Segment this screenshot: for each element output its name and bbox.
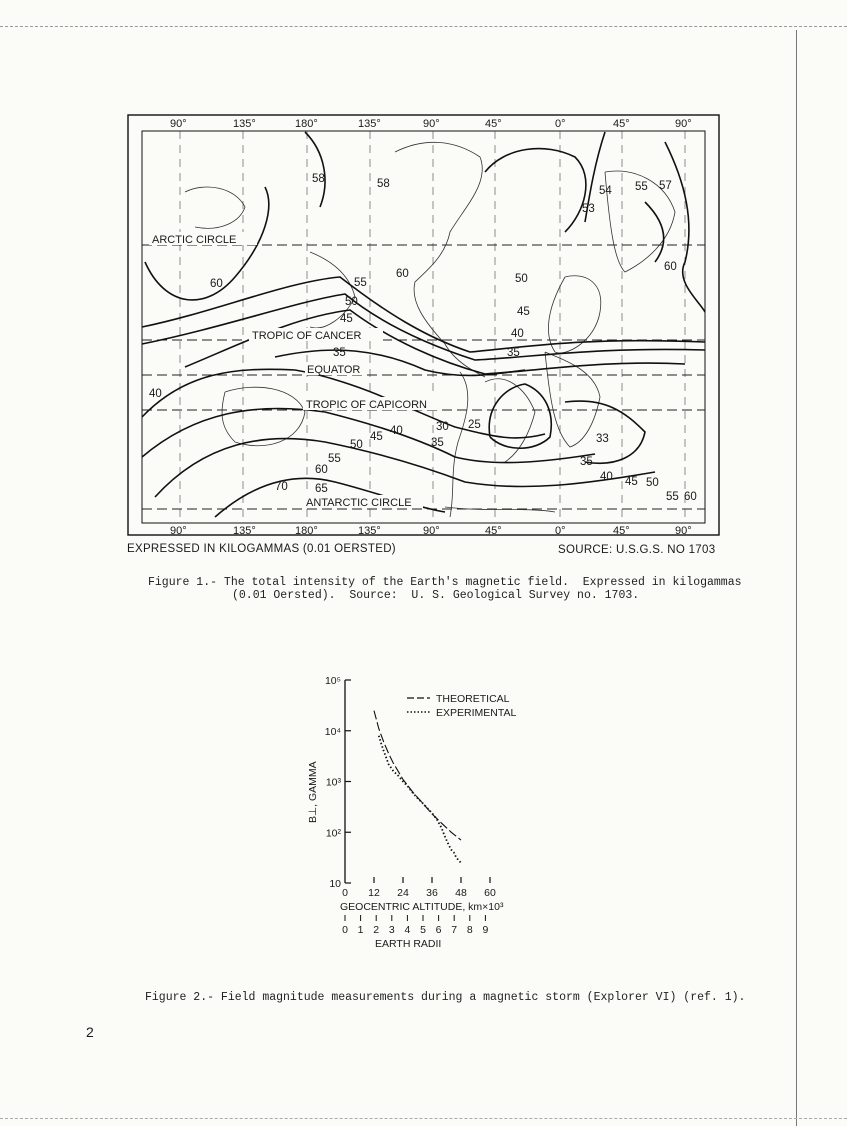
contour-label: 70 <box>275 481 288 493</box>
lon-bottom-label: 90° <box>675 525 692 537</box>
lon-top-label: 45° <box>613 118 630 130</box>
legend-theoretical-label: THEORETICAL <box>436 693 510 705</box>
x2-tick-label: 8 <box>466 924 473 936</box>
map-inner-frame <box>142 131 705 523</box>
contour-label: 25 <box>468 419 481 431</box>
x-tick-label: 24 <box>397 887 409 899</box>
scan-top-edge <box>0 26 847 27</box>
tropic-of-capricorn-label: TROPIC OF CAPICORN <box>306 399 428 411</box>
arctic-circle-label: ARCTIC CIRCLE <box>152 234 237 246</box>
lon-top-label: 90° <box>170 118 187 130</box>
contour-label: 40 <box>390 425 403 437</box>
contour-label: 45 <box>517 306 530 318</box>
contour-label: 35 <box>507 347 520 359</box>
x-ticks <box>342 877 496 899</box>
contour-label: 50 <box>345 296 358 308</box>
legend-experimental-label: EXPERIMENTAL <box>436 707 517 719</box>
longitude-labels-top <box>170 118 692 130</box>
y-ticks <box>325 675 351 890</box>
contour-label: 60 <box>210 278 223 290</box>
figure1-caption-line2: (0.01 Oersted). Source: U. S. Geological Survey no. 1703. <box>232 589 640 602</box>
figure1-caption-line1: Figure 1.- The total intensity of the Earth's magnetic field. Expressed in kilogammas <box>148 576 742 589</box>
x2-tick-label: 1 <box>357 924 364 936</box>
lon-top-label: 180° <box>295 118 318 130</box>
x2-tick-label: 2 <box>373 924 380 936</box>
contour-label: 33 <box>596 433 609 445</box>
x2-tick-label: 9 <box>482 924 489 936</box>
y-tick-label: 10⁵ <box>324 675 341 687</box>
lon-bottom-label: 90° <box>170 525 187 537</box>
y-tick-label: 10² <box>325 827 341 840</box>
series-line-experimental <box>379 736 461 863</box>
lon-bottom-label: 180° <box>295 525 318 537</box>
contour-label: 60 <box>684 491 697 503</box>
equator-label: EQUATOR <box>307 364 361 376</box>
x2-tick-label: 6 <box>435 924 442 936</box>
contour-label: 35 <box>333 347 346 359</box>
antarctic-circle-label: ANTARCTIC CIRCLE <box>306 497 412 509</box>
contour-label: 54 <box>599 185 612 197</box>
longitude-labels-bottom <box>170 525 692 537</box>
x-axis-label: GEOCENTRIC ALTITUDE, km×10³ <box>340 901 504 913</box>
contour-label: 57 <box>659 180 672 192</box>
contour-label: 58 <box>377 178 390 190</box>
contour-label: 30 <box>436 421 449 433</box>
y-tick-label: 10³ <box>325 776 341 789</box>
contour-label: 50 <box>515 273 528 285</box>
scan-bottom-edge <box>0 1118 847 1119</box>
page-number: 2 <box>86 1024 94 1040</box>
contour-label: 45 <box>340 313 353 325</box>
parallels <box>142 245 705 509</box>
x2-tick-label: 0 <box>342 924 348 936</box>
contour-label: 55 <box>354 277 367 289</box>
x-tick-label: 60 <box>484 887 496 899</box>
x2-tick-label: 3 <box>388 924 395 936</box>
contour-label: 55 <box>635 181 648 193</box>
x-tick-label: 36 <box>426 887 438 899</box>
y-tick-label: 10 <box>329 878 341 890</box>
contour-label: 35 <box>431 437 444 449</box>
lon-bottom-label: 45° <box>613 525 630 537</box>
contour-label: 50 <box>646 477 659 489</box>
isolines <box>142 132 705 517</box>
lon-bottom-label: 135° <box>233 525 256 537</box>
contour-label: 40 <box>511 328 524 340</box>
lon-top-label: 0° <box>555 118 566 130</box>
contour-label: 40 <box>149 388 162 400</box>
y-axis-label: B⊥, GAMMA <box>307 761 319 823</box>
x2-tick-label: 5 <box>420 924 426 936</box>
lon-top-label: 90° <box>675 118 692 130</box>
series-group <box>374 711 461 863</box>
series-line-theoretical <box>374 711 461 841</box>
figure1-map <box>125 112 725 542</box>
x2-tick-label: 4 <box>404 924 411 936</box>
contour-label: 50 <box>350 439 363 451</box>
contour-label: 40 <box>600 471 613 483</box>
tropic-of-cancer-label: TROPIC OF CANCER <box>252 330 362 342</box>
lon-top-label: 135° <box>233 118 256 130</box>
x2-axis-label: EARTH RADII <box>375 938 442 950</box>
lon-bottom-label: 0° <box>555 525 566 537</box>
x2-tick-label: 7 <box>451 924 458 936</box>
contour-label: 45 <box>625 476 638 488</box>
x-tick-label: 0 <box>342 887 348 899</box>
contour-label: 35 <box>580 456 593 468</box>
lon-bottom-label: 135° <box>358 525 381 537</box>
figure2-caption: Figure 2.- Field magnitude measurements during a magnetic storm (Explorer VI) (ref. 1). <box>145 991 746 1004</box>
contour-label: 55 <box>328 453 341 465</box>
contour-label: 60 <box>664 261 677 273</box>
contour-label: 58 <box>312 173 325 185</box>
y-tick-label: 10⁴ <box>324 725 341 738</box>
lon-bottom-label: 90° <box>423 525 440 537</box>
figure2-chart <box>290 665 550 955</box>
lon-bottom-label: 45° <box>485 525 502 537</box>
contour-label: 53 <box>582 203 595 215</box>
map-frame <box>128 115 719 535</box>
map-footer-left: EXPRESSED IN KILOGAMMAS (0.01 OERSTED) <box>127 543 396 555</box>
contour-label: 60 <box>396 268 409 280</box>
contour-label: 55 <box>666 491 679 503</box>
lon-top-label: 90° <box>423 118 440 130</box>
contour-label: 65 <box>315 483 328 495</box>
lon-top-label: 135° <box>358 118 381 130</box>
scan-right-edge <box>796 30 797 1126</box>
contour-label: 60 <box>315 464 328 476</box>
contour-label: 45 <box>370 431 383 443</box>
x-tick-label: 12 <box>368 887 380 899</box>
x2-ticks <box>342 915 488 936</box>
x-tick-label: 48 <box>455 887 467 899</box>
map-footer-right: SOURCE: U.S.G.S. NO 1703 <box>558 544 716 556</box>
lon-top-label: 45° <box>485 118 502 130</box>
